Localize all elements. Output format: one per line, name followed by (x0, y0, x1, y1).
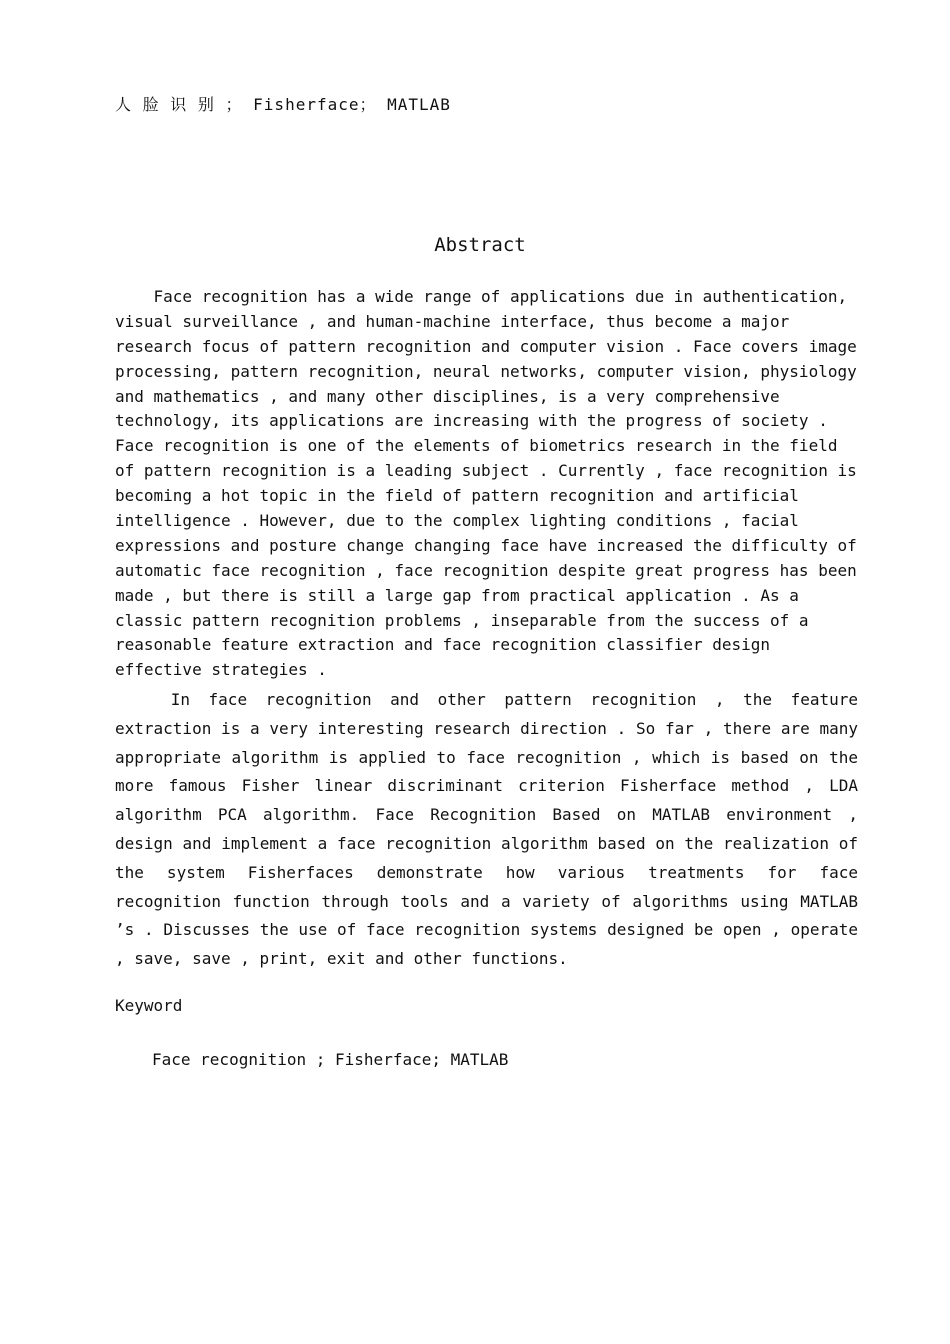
paragraph-line: and mathematics , and many other disciplines, is a very comprehensive (115, 386, 780, 406)
paragraph-line: classic pattern recognition problems , inseparable from the success of a (115, 610, 809, 630)
paragraph-line: technology, its applications are increasing with the progress of society . (115, 411, 828, 431)
paragraph-line: of pattern recognition is a leading subject . Currently , face recognition is (115, 461, 857, 481)
paragraph-line: processing, pattern recognition, neural networks, computer vision, physiology (115, 361, 857, 381)
paragraph-line: appropriate algorithm is applied to face recognition , which is based on the (115, 747, 858, 767)
paragraph-line: visual surveillance , and human-machine interface, thus become a major (115, 311, 790, 331)
paragraph-line: expressions and posture change changing face have increased the difficulty of (115, 535, 857, 555)
paragraph-line: reasonable feature extraction and face recognition classifier design (115, 635, 771, 655)
chinese-keywords: 人 脸 识 别 ； Fisherface； MATLAB (115, 95, 451, 114)
abstract-title: Abstract (434, 234, 526, 256)
keyword-heading: Keyword (115, 996, 183, 1015)
keyword-values: Face recognition ; Fisherface; MATLAB (152, 1050, 509, 1069)
paragraph-line: algorithm PCA algorithm. Face Recognition Based on MATLAB environment , (115, 805, 858, 825)
paragraph-line: more famous Fisher linear discriminant criterion Fisherface method , LDA (115, 776, 858, 796)
paragraph-line: effective strategies . (115, 660, 327, 680)
paragraph-line: In face recognition and other pattern recognition , the feature (115, 690, 858, 709)
paragraph-line: becoming a hot topic in the field of pattern recognition and artificial (115, 486, 799, 506)
paragraph-line: ’s . Discusses the use of face recognition systems designed be open , operate (115, 920, 858, 940)
paragraph-line: recognition function through tools and a variety of algorithms using MATLAB (115, 891, 858, 911)
abstract-paragraph-1 (115, 285, 860, 683)
paragraph-line: Face recognition has a wide range of applications due in authentication, (115, 287, 848, 306)
paragraph-line: made , but there is still a large gap from practical application . As a (115, 585, 799, 605)
paragraph-line: Face recognition is one of the elements of biometrics research in the field (115, 436, 838, 456)
paragraph-line: design and implement a face recognition algorithm based on the realization of (115, 833, 858, 853)
paragraph-line: the system Fisherfaces demonstrate how various treatments for face (115, 862, 858, 882)
paragraph-line: , save, save , print, exit and other functions. (115, 949, 568, 969)
paragraph-line: extraction is a very interesting research direction . So far , there are many (115, 718, 858, 738)
abstract-paragraph-2 (115, 686, 858, 974)
paragraph-line: research focus of pattern recognition and computer vision . Face covers image (115, 336, 857, 356)
paragraph-line: intelligence . However, due to the complex lighting conditions , facial (115, 511, 799, 531)
paragraph-line: automatic face recognition , face recognition despite great progress has been (115, 560, 857, 580)
